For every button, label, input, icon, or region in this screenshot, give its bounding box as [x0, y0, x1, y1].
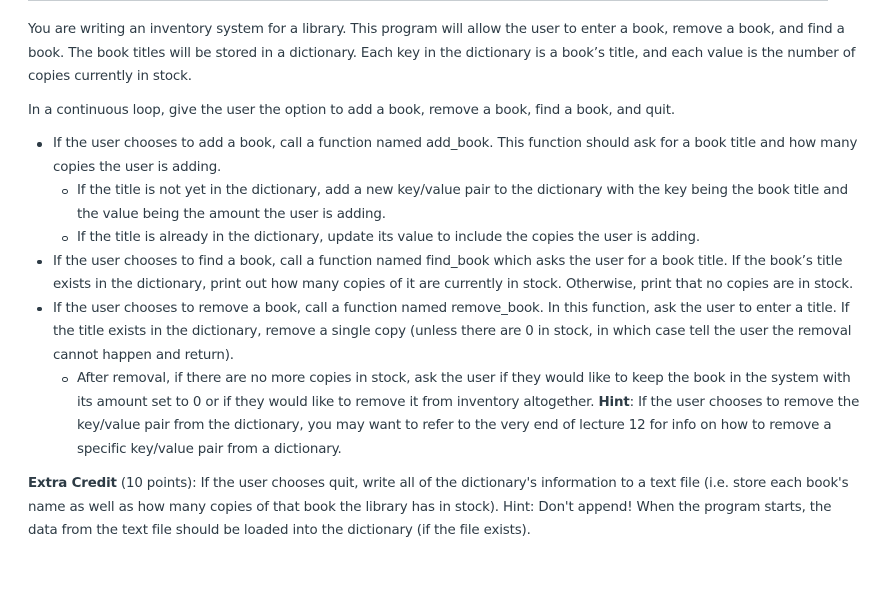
requirements-list [28, 132, 860, 461]
add-book-text: If the user chooses to add a book, call a function named add_book. This function should ask for a book title and how many copies the user is adding. [53, 136, 858, 175]
top-divider [28, 0, 828, 1]
list-item-add-book [28, 132, 860, 250]
sublist-item [53, 367, 860, 461]
remove-book-text: If the user chooses to remove a book, call a function named remove_book. In this function, ask the user to enter a title. If the title exists in the dictionary, remove a single copy (unless there are 0 in stock, in which case tell the user the removal cannot happen and return). [53, 300, 852, 363]
sublist-item: If the title is already in the dictionary, update its value to include the copies the user is adding. [53, 226, 860, 250]
hint-label: Hint [598, 394, 630, 410]
find-book-text: If the user chooses to find a book, call a function named find_book which asks the user for a book title. If the book’s title exists in the dictionary, print out how many copies of it are currently in stock. Otherwise, print that no copies are in stock. [53, 253, 854, 292]
extra-credit-paragraph [28, 472, 860, 543]
intro-paragraph: You are writing an inventory system for a library. This program will allow the user to enter a book, remove a book, and find a book. The book titles will be stored in a dictionary. Each key in the dictionary is a book’s title, and each value is the number of copies currently in stock. [28, 22, 856, 84]
remove-sub-text: After removal, if there are no more copies in stock, ask the user if they would like to keep the book in the system with its amount set to 0 or if they would like to remove it from inventory altogether. [77, 371, 851, 410]
assignment-content [28, 18, 860, 543]
sublist-item: If the title is not yet in the dictionary, add a new key/value pair to the dictionary with the key being the book title and the value being the amount the user is adding. [53, 179, 860, 226]
requirements-list-wrap [28, 132, 860, 461]
hint-text: : If the user chooses to remove the key/value pair from the dictionary, you may want to refer to the very end of lecture 12 for info on how to remove a specific key/value pair from a dictionary. [77, 394, 860, 457]
extra-credit-label: Extra Credit [28, 476, 117, 491]
list-item-remove-book [28, 297, 860, 462]
list-item-find-book [28, 250, 860, 297]
add-book-sublist [53, 179, 860, 250]
remove-book-sublist [53, 367, 860, 461]
extra-credit-text: (10 points): If the user chooses quit, write all of the dictionary's information to a text file (i.e. store each book's name as well as how many copies of that book the library has in stock). Hint: Don't append! When the program starts, the data from the text file should be loaded into the dictionary (if the file exists). [28, 476, 849, 538]
loop-paragraph: In a continuous loop, give the user the option to add a book, remove a book, find a book, and quit. [28, 102, 675, 118]
